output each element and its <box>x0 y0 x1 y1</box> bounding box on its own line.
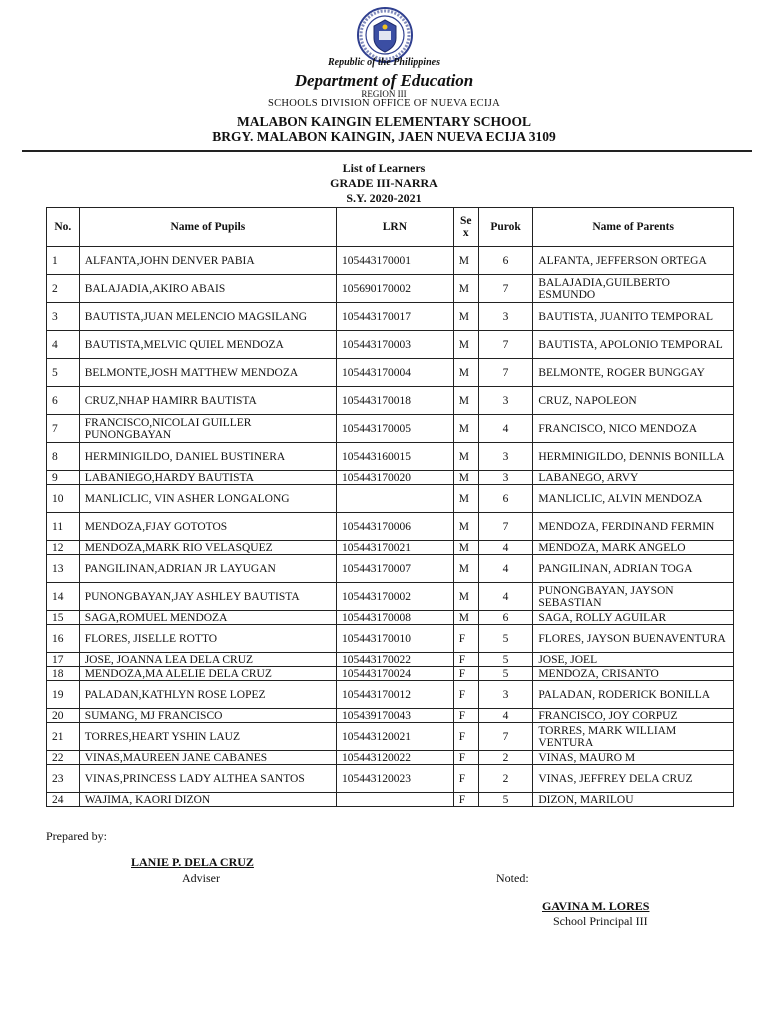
pupil-name: MENDOZA,MARK RIO VELASQUEZ <box>79 541 336 555</box>
row-no: 11 <box>47 513 80 541</box>
purok: 3 <box>478 471 533 485</box>
deped-seal-icon <box>357 7 413 63</box>
lrn <box>337 485 454 513</box>
parent-name: MENDOZA, MARK ANGELO <box>533 541 734 555</box>
table-row <box>47 485 734 513</box>
lrn: 105443170007 <box>337 555 454 583</box>
lrn: 105443170001 <box>337 247 454 275</box>
pupil-name: HERMINIGILDO, DANIEL BUSTINERA <box>79 443 336 471</box>
lrn: 105443170018 <box>337 387 454 415</box>
lrn: 105443170010 <box>337 625 454 653</box>
row-no: 8 <box>47 443 80 471</box>
row-no: 20 <box>47 709 80 723</box>
purok: 4 <box>478 583 533 611</box>
row-no: 13 <box>47 555 80 583</box>
parent-name: BAUTISTA, JUANITO TEMPORAL <box>533 303 734 331</box>
sex: M <box>453 485 478 513</box>
table-row <box>47 583 734 611</box>
sex: F <box>453 625 478 653</box>
lrn: 105443170002 <box>337 583 454 611</box>
row-no: 22 <box>47 751 80 765</box>
purok: 6 <box>478 247 533 275</box>
pupil-name: ALFANTA,JOHN DENVER PABIA <box>79 247 336 275</box>
purok: 2 <box>478 765 533 793</box>
parent-name: BALAJADIA,GUILBERTO ESMUNDO <box>533 275 734 303</box>
table-row <box>47 709 734 723</box>
row-no: 7 <box>47 415 80 443</box>
row-no: 9 <box>47 471 80 485</box>
table-row <box>47 471 734 485</box>
parent-name: PANGILINAN, ADRIAN TOGA <box>533 555 734 583</box>
table-row <box>47 331 734 359</box>
purok: 6 <box>478 485 533 513</box>
row-no: 12 <box>47 541 80 555</box>
department-name: Department of Education <box>294 71 474 90</box>
pupil-name: TORRES,HEART YSHIN LAUZ <box>79 723 336 751</box>
school-year: S.Y. 2020-2021 <box>346 191 422 205</box>
lrn <box>337 793 454 807</box>
purok: 3 <box>478 303 533 331</box>
parent-name: VINAS, MAURO M <box>533 751 734 765</box>
school-address: BRGY. MALABON KAINGIN, JAEN NUEVA ECIJA 3109 <box>212 129 556 144</box>
table-row <box>47 303 734 331</box>
row-no: 16 <box>47 625 80 653</box>
pupil-name: BALAJADIA,AKIRO ABAIS <box>79 275 336 303</box>
purok: 3 <box>478 387 533 415</box>
header-purok: Purok <box>478 208 533 247</box>
parent-name: HERMINIGILDO, DENNIS BONILLA <box>533 443 734 471</box>
pupil-name: WAJIMA, KAORI DIZON <box>79 793 336 807</box>
table-row <box>47 443 734 471</box>
table-row <box>47 681 734 709</box>
table-row <box>47 793 734 807</box>
lrn: 105443170006 <box>337 513 454 541</box>
row-no: 4 <box>47 331 80 359</box>
header-lrn: LRN <box>337 208 454 247</box>
sex: F <box>453 723 478 751</box>
lrn: 105443170021 <box>337 541 454 555</box>
parent-name: BELMONTE, ROGER BUNGGAY <box>533 359 734 387</box>
parent-name: PALADAN, RODERICK BONILLA <box>533 681 734 709</box>
purok: 3 <box>478 443 533 471</box>
parent-name: FRANCISCO, NICO MENDOZA <box>533 415 734 443</box>
parent-name: FRANCISCO, JOY CORPUZ <box>533 709 734 723</box>
lrn: 105443120021 <box>337 723 454 751</box>
pupil-name: SUMANG, MJ FRANCISCO <box>79 709 336 723</box>
sex: F <box>453 751 478 765</box>
parent-name: CRUZ, NAPOLEON <box>533 387 734 415</box>
row-no: 17 <box>47 653 80 667</box>
sex: M <box>453 247 478 275</box>
list-title: List of Learners <box>342 161 426 175</box>
purok: 5 <box>478 625 533 653</box>
sex: M <box>453 583 478 611</box>
sex: M <box>453 611 478 625</box>
pupil-name: CRUZ,NHAP HAMIRR BAUTISTA <box>79 387 336 415</box>
sex: M <box>453 471 478 485</box>
prepared-by-label: Prepared by: <box>46 829 107 843</box>
parent-name: PUNONGBAYAN, JAYSON SEBASTIAN <box>533 583 734 611</box>
pupil-name: MENDOZA,MA ALELIE DELA CRUZ <box>79 667 336 681</box>
lrn: 105443170003 <box>337 331 454 359</box>
sex: M <box>453 303 478 331</box>
parent-name: LABANEGO, ARVY <box>533 471 734 485</box>
purok: 4 <box>478 555 533 583</box>
noted-label: Noted: <box>496 871 529 885</box>
table-row <box>47 765 734 793</box>
parent-name: VINAS, JEFFREY DELA CRUZ <box>533 765 734 793</box>
parent-name: MENDOZA, CRISANTO <box>533 667 734 681</box>
table-row <box>47 667 734 681</box>
pupil-name: LABANIEGO,HARDY BAUTISTA <box>79 471 336 485</box>
purok: 4 <box>478 709 533 723</box>
sex: M <box>453 541 478 555</box>
lrn: 105443120023 <box>337 765 454 793</box>
sex: F <box>453 709 478 723</box>
republic-line: Republic of the Philippines <box>328 57 440 68</box>
table-row <box>47 555 734 583</box>
header-no: No. <box>47 208 80 247</box>
pupil-name: FRANCISCO,NICOLAI GUILLER PUNONGBAYAN <box>79 415 336 443</box>
purok: 7 <box>478 331 533 359</box>
purok: 7 <box>478 513 533 541</box>
pupil-name: VINAS,MAUREEN JANE CABANES <box>79 751 336 765</box>
row-no: 23 <box>47 765 80 793</box>
purok: 7 <box>478 723 533 751</box>
principal-name: GAVINA M. LORES <box>542 899 650 913</box>
lrn: 105690170002 <box>337 275 454 303</box>
lrn: 105443120022 <box>337 751 454 765</box>
row-no: 5 <box>47 359 80 387</box>
purok: 5 <box>478 667 533 681</box>
purok: 7 <box>478 359 533 387</box>
row-no: 6 <box>47 387 80 415</box>
row-no: 15 <box>47 611 80 625</box>
lrn: 105443170012 <box>337 681 454 709</box>
lrn: 105443170008 <box>337 611 454 625</box>
pupil-name: VINAS,PRINCESS LADY ALTHEA SANTOS <box>79 765 336 793</box>
header-divider <box>22 150 752 152</box>
row-no: 18 <box>47 667 80 681</box>
sex: F <box>453 667 478 681</box>
row-no: 3 <box>47 303 80 331</box>
sex: F <box>453 653 478 667</box>
adviser-name: LANIE P. DELA CRUZ <box>131 855 254 869</box>
table-row <box>47 723 734 751</box>
purok: 5 <box>478 653 533 667</box>
sex: M <box>453 415 478 443</box>
table-row <box>47 653 734 667</box>
lrn: 105443170020 <box>337 471 454 485</box>
parent-name: FLORES, JAYSON BUENAVENTURA <box>533 625 734 653</box>
parent-name: DIZON, MARILOU <box>533 793 734 807</box>
pupil-name: MENDOZA,FJAY GOTOTOS <box>79 513 336 541</box>
row-no: 10 <box>47 485 80 513</box>
pupil-name: BAUTISTA,JUAN MELENCIO MAGSILANG <box>79 303 336 331</box>
sex: M <box>453 513 478 541</box>
parent-name: SAGA, ROLLY AGUILAR <box>533 611 734 625</box>
purok: 4 <box>478 415 533 443</box>
purok: 2 <box>478 751 533 765</box>
parent-name: MENDOZA, FERDINAND FERMIN <box>533 513 734 541</box>
row-no: 19 <box>47 681 80 709</box>
lrn: 105439170043 <box>337 709 454 723</box>
header-sex: Se x <box>453 208 478 247</box>
table-row <box>47 625 734 653</box>
header-name: Name of Pupils <box>79 208 336 247</box>
pupil-name: BELMONTE,JOSH MATTHEW MENDOZA <box>79 359 336 387</box>
pupil-name: PUNONGBAYAN,JAY ASHLEY BAUTISTA <box>79 583 336 611</box>
parent-name: JOSE, JOEL <box>533 653 734 667</box>
parent-name: TORRES, MARK WILLIAM VENTURA <box>533 723 734 751</box>
sex: M <box>453 275 478 303</box>
pupil-name: MANLICLIC, VIN ASHER LONGALONG <box>79 485 336 513</box>
sex: F <box>453 765 478 793</box>
row-no: 2 <box>47 275 80 303</box>
table-header-row <box>47 208 734 247</box>
learners-table <box>46 207 734 807</box>
sex: M <box>453 555 478 583</box>
region-line: REGION III <box>361 89 407 99</box>
table-row <box>47 387 734 415</box>
lrn: 105443170004 <box>337 359 454 387</box>
pupil-name: FLORES, JISELLE ROTTO <box>79 625 336 653</box>
row-no: 1 <box>47 247 80 275</box>
table-row <box>47 513 734 541</box>
pupil-name: SAGA,ROMUEL MENDOZA <box>79 611 336 625</box>
grade-section: GRADE III-NARRA <box>330 176 438 190</box>
pupil-name: BAUTISTA,MELVIC QUIEL MENDOZA <box>79 331 336 359</box>
principal-role: School Principal III <box>553 914 648 928</box>
row-no: 14 <box>47 583 80 611</box>
parent-name: MANLICLIC, ALVIN MENDOZA <box>533 485 734 513</box>
table-row <box>47 247 734 275</box>
lrn: 105443170017 <box>337 303 454 331</box>
table-row <box>47 359 734 387</box>
purok: 5 <box>478 793 533 807</box>
parent-name: BAUTISTA, APOLONIO TEMPORAL <box>533 331 734 359</box>
adviser-role: Adviser <box>182 871 220 885</box>
sex: M <box>453 443 478 471</box>
header-parents: Name of Parents <box>533 208 734 247</box>
lrn: 105443170024 <box>337 667 454 681</box>
sex: F <box>453 793 478 807</box>
purok: 4 <box>478 541 533 555</box>
row-no: 24 <box>47 793 80 807</box>
purok: 3 <box>478 681 533 709</box>
sex: M <box>453 331 478 359</box>
school-name: MALABON KAINGIN ELEMENTARY SCHOOL <box>237 114 531 129</box>
table-row <box>47 541 734 555</box>
row-no: 21 <box>47 723 80 751</box>
table-row <box>47 611 734 625</box>
sex: M <box>453 387 478 415</box>
lrn: 105443170005 <box>337 415 454 443</box>
parent-name: ALFANTA, JEFFERSON ORTEGA <box>533 247 734 275</box>
table-row <box>47 275 734 303</box>
sex: F <box>453 681 478 709</box>
table-row <box>47 751 734 765</box>
purok: 6 <box>478 611 533 625</box>
table-row <box>47 415 734 443</box>
division-line: SCHOOLS DIVISION OFFICE OF NUEVA ECIJA <box>267 98 501 109</box>
pupil-name: PANGILINAN,ADRIAN JR LAYUGAN <box>79 555 336 583</box>
sex: M <box>453 359 478 387</box>
lrn: 105443160015 <box>337 443 454 471</box>
lrn: 105443170022 <box>337 653 454 667</box>
purok: 7 <box>478 275 533 303</box>
pupil-name: JOSE, JOANNA LEA DELA CRUZ <box>79 653 336 667</box>
pupil-name: PALADAN,KATHLYN ROSE LOPEZ <box>79 681 336 709</box>
